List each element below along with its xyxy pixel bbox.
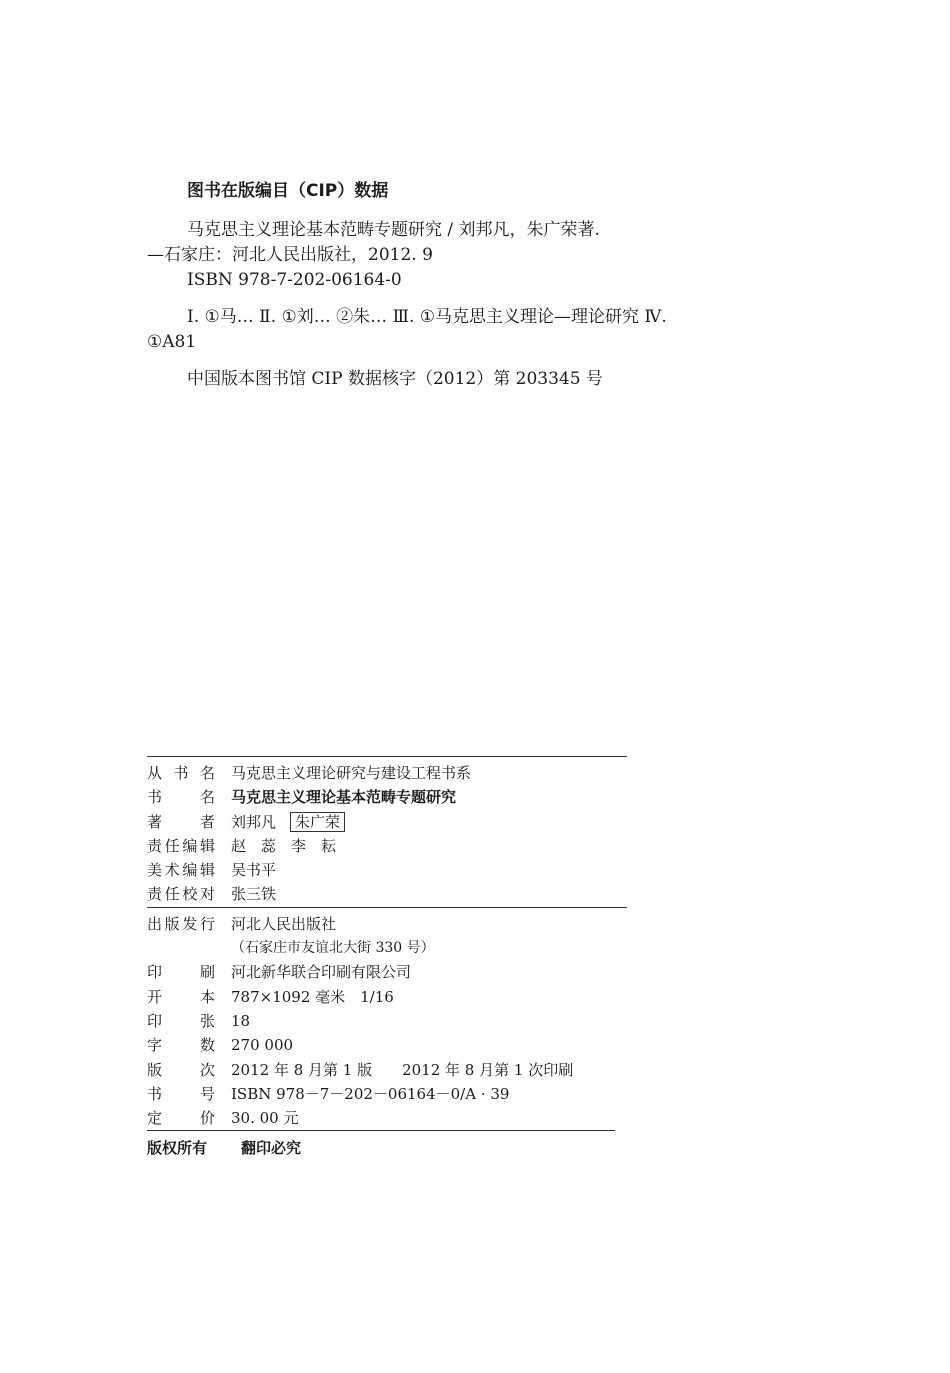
publisher-value: 河北人民出版社 [231, 914, 337, 933]
sheets-row [147, 1009, 627, 1033]
printer-row [147, 960, 627, 984]
book-number-row [147, 1082, 627, 1106]
edition-value: 2012 年 8 月第 1 版 2012 年 8 月第 1 次印刷 [231, 1060, 574, 1079]
word-count-row [147, 1033, 627, 1057]
proofreader-row [147, 882, 627, 906]
author-1: 刘邦凡 [231, 812, 277, 831]
price-label: 定价 [147, 1109, 215, 1128]
authors-row [147, 810, 627, 834]
word-count-label: 字数 [147, 1036, 215, 1055]
series-label: 从书名 [147, 764, 215, 782]
price-row [147, 1106, 627, 1130]
publishing-info-group [147, 908, 627, 1131]
book-title-label: 书名 [147, 788, 215, 807]
word-count-value: 270 000 [231, 1036, 294, 1055]
edition-label: 版次 [147, 1060, 215, 1079]
edition-row [147, 1058, 627, 1082]
format-row [147, 985, 627, 1009]
editor-row [147, 834, 627, 858]
format-value: 787×1092 毫米 1/16 [231, 987, 394, 1006]
colophon [147, 756, 627, 1160]
art-editor-value: 吴书平 [231, 861, 277, 880]
copyright-notice [147, 1136, 627, 1160]
cip-title-line: 马克思主义理论基本范畴专题研究 / 刘邦凡，朱广荣著. [187, 220, 600, 240]
cip-approval-number: 中国版本图书馆 CIP 数据核字（2012）第 203345 号 [187, 369, 603, 389]
book-number-value: ISBN 978－7－202－06164－0/A · 39 [231, 1084, 510, 1103]
cip-publisher-line: —石家庄：河北人民出版社，2012. 9 [147, 245, 433, 265]
editor-value: 赵 蕊 李 耘 [231, 836, 337, 855]
no-reproduction: 翻印必究 [241, 1139, 302, 1158]
price-value: 30. 00 元 [231, 1109, 299, 1128]
book-number-label: 书号 [147, 1084, 215, 1103]
cip-subjects: Ⅰ. ①马… Ⅱ. ①刘… ②朱… Ⅲ. ①马克思主义理论—理论研究 Ⅳ. ①A81 [147, 307, 667, 352]
cip-isbn: ISBN 978-7-202-06164-0 [187, 270, 402, 290]
book-title-value: 马克思主义理论基本范畴专题研究 [231, 788, 457, 807]
authors-label: 著者 [147, 812, 215, 831]
publisher-label: 出版发行 [147, 914, 215, 933]
book-title-row [147, 785, 627, 809]
printer-value: 河北新华联合印刷有限公司 [231, 963, 412, 982]
sheets-value: 18 [231, 1011, 251, 1030]
series-row [147, 761, 627, 785]
bottom-rule [147, 1130, 615, 1131]
cip-heading: 图书在版编目（CIP）数据 [187, 181, 389, 201]
author-2-boxed: 朱广荣 [290, 812, 345, 832]
proofreader-value: 张三铁 [231, 885, 277, 904]
art-editor-label: 美术编辑 [147, 861, 215, 880]
editor-label: 责任编辑 [147, 836, 215, 855]
rights-reserved: 版权所有 [147, 1139, 208, 1158]
address-row [147, 936, 627, 960]
series-value: 马克思主义理论研究与建设工程书系 [231, 764, 472, 782]
book-info-group [147, 757, 627, 907]
sheets-label: 印张 [147, 1011, 215, 1030]
publisher-address: （石家庄市友谊北大街 330 号） [231, 940, 435, 957]
art-editor-row [147, 858, 627, 882]
proofreader-label: 责任校对 [147, 885, 215, 904]
printer-label: 印刷 [147, 963, 215, 982]
format-label: 开本 [147, 987, 215, 1006]
cip-data-block [147, 176, 717, 392]
publisher-row [147, 912, 627, 936]
